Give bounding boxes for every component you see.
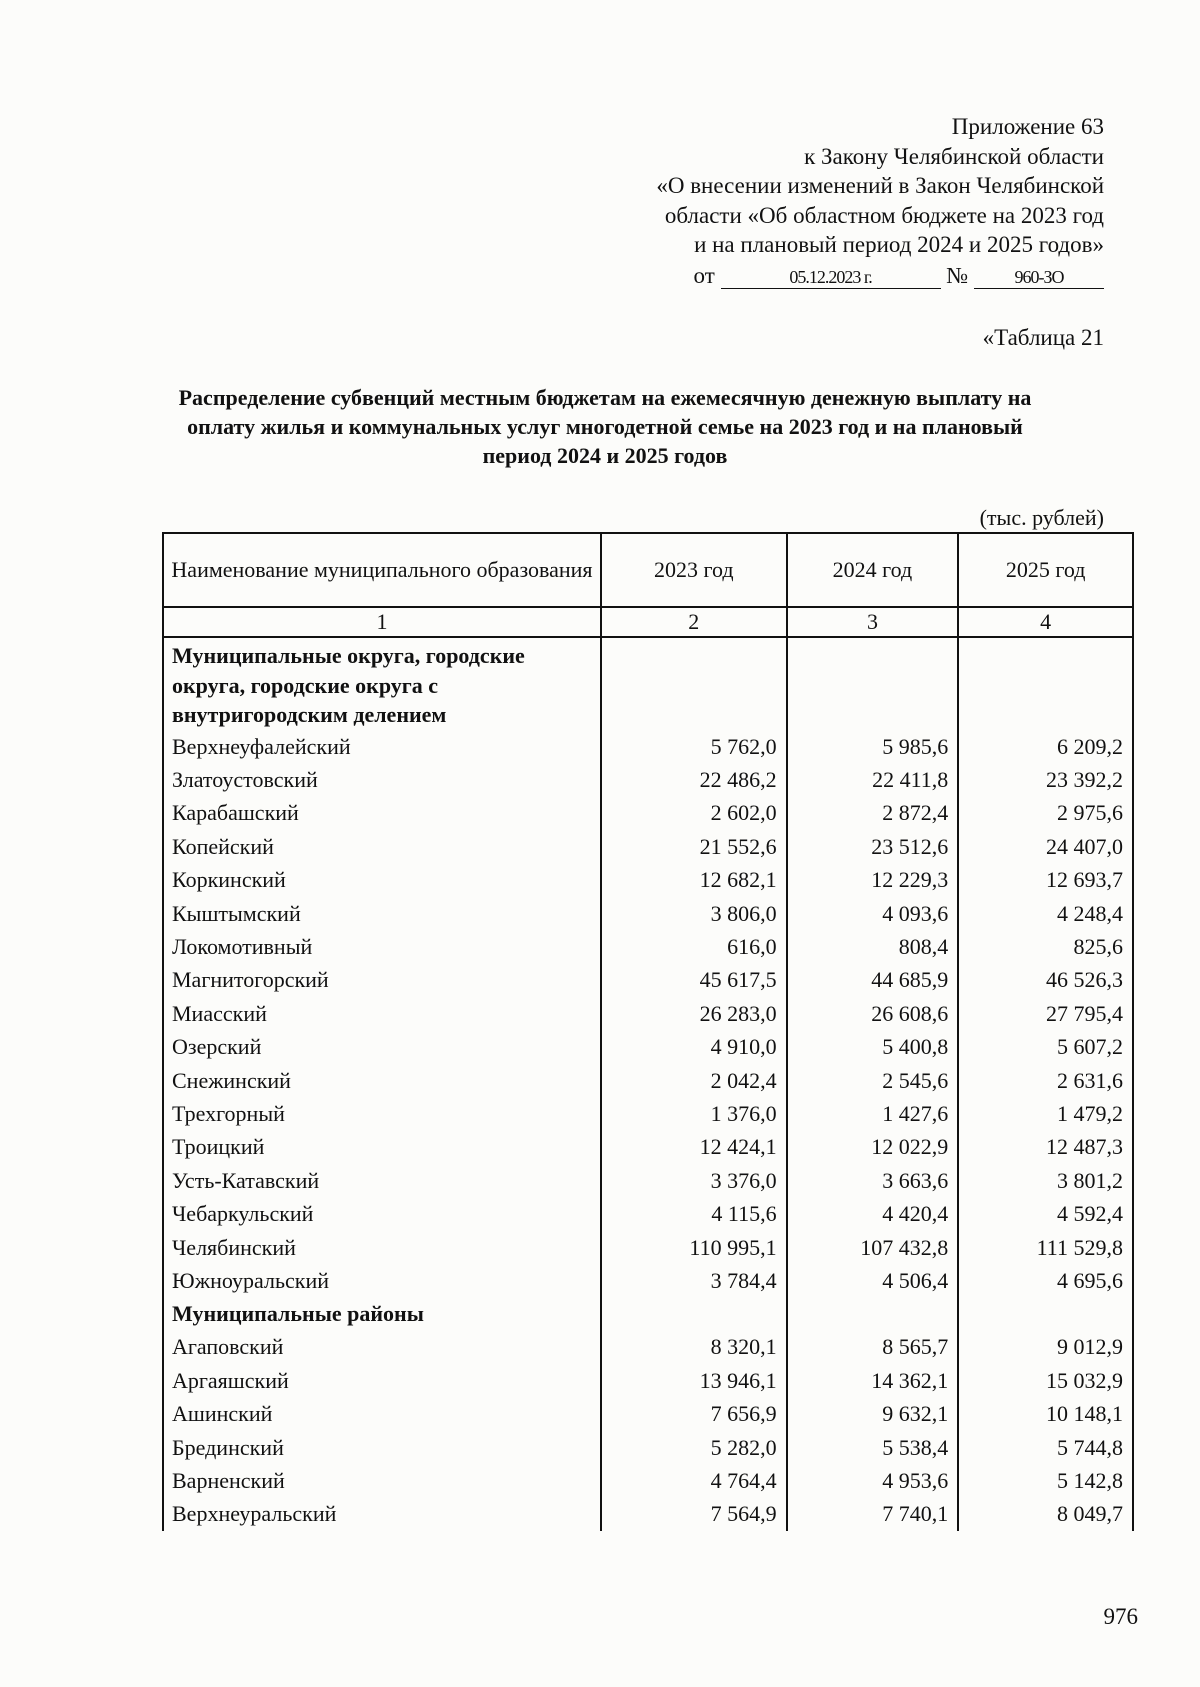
value-2023: 3 784,4 <box>601 1264 787 1297</box>
section-row <box>163 1297 1133 1330</box>
empty-cell <box>601 637 787 730</box>
value-2024: 26 608,6 <box>787 997 959 1030</box>
table-body <box>163 637 1133 1531</box>
value-2025: 825,6 <box>958 930 1133 963</box>
table-row <box>163 730 1133 763</box>
value-2024: 12 229,3 <box>787 863 959 896</box>
appendix-line: к Закону Челябинской области <box>804 143 1104 169</box>
value-2025: 12 693,7 <box>958 863 1133 896</box>
table-reference: «Таблица 21 <box>982 325 1104 350</box>
value-2024: 12 022,9 <box>787 1130 959 1163</box>
number-label: № <box>946 262 969 288</box>
value-2024: 3 663,6 <box>787 1164 959 1197</box>
appendix-line: «О внесении изменений в Закон Челябинской <box>656 173 1104 198</box>
value-2023: 4 910,0 <box>601 1030 787 1063</box>
value-2023: 616,0 <box>601 930 787 963</box>
header-municipality: Наименование муниципального образования <box>163 533 601 607</box>
empty-cell <box>787 1297 959 1330</box>
table-row <box>163 830 1133 863</box>
table-row <box>163 1197 1133 1230</box>
value-2025: 4 248,4 <box>958 897 1133 930</box>
section-title: Муниципальные округа, городские округа, городские округа с внутригородским делением <box>163 637 601 730</box>
value-2024: 107 432,8 <box>787 1231 959 1264</box>
value-2024: 808,4 <box>787 930 959 963</box>
value-2023: 2 042,4 <box>601 1064 787 1097</box>
value-2023: 13 946,1 <box>601 1364 787 1397</box>
column-number: 2 <box>601 607 787 637</box>
table-row <box>163 763 1133 796</box>
subsidy-table <box>162 532 1134 1531</box>
value-2024: 22 411,8 <box>787 763 959 796</box>
value-2025: 111 529,8 <box>958 1231 1133 1264</box>
table-row <box>163 796 1133 829</box>
value-2024: 8 565,7 <box>787 1330 959 1363</box>
table-row <box>163 1397 1133 1430</box>
value-2025: 46 526,3 <box>958 963 1133 996</box>
empty-cell <box>601 1297 787 1330</box>
municipality-name: Златоустовский <box>163 763 601 796</box>
value-2025: 1 479,2 <box>958 1097 1133 1130</box>
table-row <box>163 1064 1133 1097</box>
value-2023: 3 376,0 <box>601 1164 787 1197</box>
municipality-name: Копейский <box>163 830 601 863</box>
header-2025: 2025 год <box>958 533 1133 607</box>
law-number: 960-ЗО <box>974 266 1104 289</box>
value-2025: 2 631,6 <box>958 1064 1133 1097</box>
municipality-name: Карабашский <box>163 796 601 829</box>
document-title: Распределение субвенций местным бюджетам на ежемесячную денежную выплату на оплату жилья и коммунальных услуг многодетной семье на 2023 год и на плановый период 2024 и 2025 годов <box>178 385 1032 468</box>
appendix-line: области «Об областном бюджете на 2023 год <box>664 202 1104 228</box>
municipality-name: Коркинский <box>163 863 601 896</box>
municipality-name: Кыштымский <box>163 897 601 930</box>
value-2024: 2 872,4 <box>787 796 959 829</box>
table-row <box>163 1164 1133 1197</box>
municipality-name: Верхнеуфалейский <box>163 730 601 763</box>
municipality-name: Локомотивный <box>163 930 601 963</box>
value-2024: 5 538,4 <box>787 1431 959 1464</box>
value-2023: 1 376,0 <box>601 1097 787 1130</box>
value-2024: 23 512,6 <box>787 830 959 863</box>
value-2025: 5 142,8 <box>958 1464 1133 1497</box>
value-2025: 10 148,1 <box>958 1397 1133 1430</box>
municipality-name: Ашинский <box>163 1397 601 1430</box>
unit-label: (тыс. рублей) <box>979 505 1104 530</box>
value-2023: 8 320,1 <box>601 1330 787 1363</box>
value-2023: 5 282,0 <box>601 1431 787 1464</box>
value-2025: 6 209,2 <box>958 730 1133 763</box>
municipality-name: Варненский <box>163 1464 601 1497</box>
municipality-name: Озерский <box>163 1030 601 1063</box>
page-number: 976 <box>1103 1604 1138 1629</box>
table-row <box>163 863 1133 896</box>
table-row <box>163 1364 1133 1397</box>
value-2025: 5 607,2 <box>958 1030 1133 1063</box>
value-2023: 2 602,0 <box>601 796 787 829</box>
value-2025: 4 695,6 <box>958 1264 1133 1297</box>
from-label: от <box>693 262 715 288</box>
table-row <box>163 930 1133 963</box>
value-2024: 4 953,6 <box>787 1464 959 1497</box>
municipality-name: Чебаркульский <box>163 1197 601 1230</box>
value-2024: 44 685,9 <box>787 963 959 996</box>
value-2025: 8 049,7 <box>958 1497 1133 1530</box>
value-2025: 2 975,6 <box>958 796 1133 829</box>
value-2025: 15 032,9 <box>958 1364 1133 1397</box>
municipality-name: Трехгорный <box>163 1097 601 1130</box>
value-2024: 4 093,6 <box>787 897 959 930</box>
value-2024: 5 400,8 <box>787 1030 959 1063</box>
value-2023: 12 682,1 <box>601 863 787 896</box>
section-title: Муниципальные районы <box>163 1297 601 1330</box>
appendix-line: и на плановый период 2024 и 2025 годов» <box>694 232 1104 257</box>
section-row <box>163 637 1133 730</box>
value-2024: 9 632,1 <box>787 1397 959 1430</box>
value-2023: 7 656,9 <box>601 1397 787 1430</box>
table-row <box>163 1464 1133 1497</box>
header-2023: 2023 год <box>601 533 787 607</box>
value-2023: 45 617,5 <box>601 963 787 996</box>
table-row <box>163 997 1133 1030</box>
municipality-name: Агаповский <box>163 1330 601 1363</box>
column-number: 4 <box>958 607 1133 637</box>
value-2023: 4 764,4 <box>601 1464 787 1497</box>
value-2025: 5 744,8 <box>958 1431 1133 1464</box>
table-row <box>163 1030 1133 1063</box>
value-2023: 12 424,1 <box>601 1130 787 1163</box>
value-2025: 24 407,0 <box>958 830 1133 863</box>
value-2025: 4 592,4 <box>958 1197 1133 1230</box>
value-2025: 3 801,2 <box>958 1164 1133 1197</box>
table-header-row <box>163 533 1133 607</box>
municipality-name: Магнитогорский <box>163 963 601 996</box>
column-number-row <box>163 607 1133 637</box>
value-2024: 4 420,4 <box>787 1197 959 1230</box>
municipality-name: Южноуральский <box>163 1264 601 1297</box>
appendix-header <box>656 112 1104 290</box>
column-number: 3 <box>787 607 959 637</box>
table-row <box>163 1264 1133 1297</box>
empty-cell <box>958 1297 1133 1330</box>
column-number: 1 <box>163 607 601 637</box>
municipality-name: Верхнеуральский <box>163 1497 601 1530</box>
value-2023: 110 995,1 <box>601 1231 787 1264</box>
value-2023: 22 486,2 <box>601 763 787 796</box>
empty-cell <box>787 637 959 730</box>
table-row <box>163 897 1133 930</box>
municipality-name: Челябинский <box>163 1231 601 1264</box>
table-row <box>163 1330 1133 1363</box>
table-row <box>163 963 1133 996</box>
value-2025: 23 392,2 <box>958 763 1133 796</box>
municipality-name: Аргаяшский <box>163 1364 601 1397</box>
value-2023: 5 762,0 <box>601 730 787 763</box>
municipality-name: Усть-Катавский <box>163 1164 601 1197</box>
law-date: 05.12.2023 г. <box>721 266 941 289</box>
municipality-name: Троицкий <box>163 1130 601 1163</box>
value-2025: 9 012,9 <box>958 1330 1133 1363</box>
value-2023: 7 564,9 <box>601 1497 787 1530</box>
law-signature-line <box>656 261 1104 291</box>
table-row <box>163 1130 1133 1163</box>
value-2025: 12 487,3 <box>958 1130 1133 1163</box>
value-2024: 7 740,1 <box>787 1497 959 1530</box>
municipality-name: Миасский <box>163 997 601 1030</box>
table-row <box>163 1097 1133 1130</box>
value-2023: 26 283,0 <box>601 997 787 1030</box>
table-row <box>163 1497 1133 1530</box>
value-2024: 1 427,6 <box>787 1097 959 1130</box>
header-2024: 2024 год <box>787 533 959 607</box>
value-2024: 5 985,6 <box>787 730 959 763</box>
table-row <box>163 1231 1133 1264</box>
empty-cell <box>958 637 1133 730</box>
municipality-name: Снежинский <box>163 1064 601 1097</box>
value-2024: 14 362,1 <box>787 1364 959 1397</box>
value-2024: 2 545,6 <box>787 1064 959 1097</box>
value-2023: 3 806,0 <box>601 897 787 930</box>
value-2023: 21 552,6 <box>601 830 787 863</box>
value-2024: 4 506,4 <box>787 1264 959 1297</box>
appendix-line: Приложение 63 <box>951 114 1104 139</box>
value-2025: 27 795,4 <box>958 997 1133 1030</box>
table-row <box>163 1431 1133 1464</box>
municipality-name: Брединский <box>163 1431 601 1464</box>
value-2023: 4 115,6 <box>601 1197 787 1230</box>
